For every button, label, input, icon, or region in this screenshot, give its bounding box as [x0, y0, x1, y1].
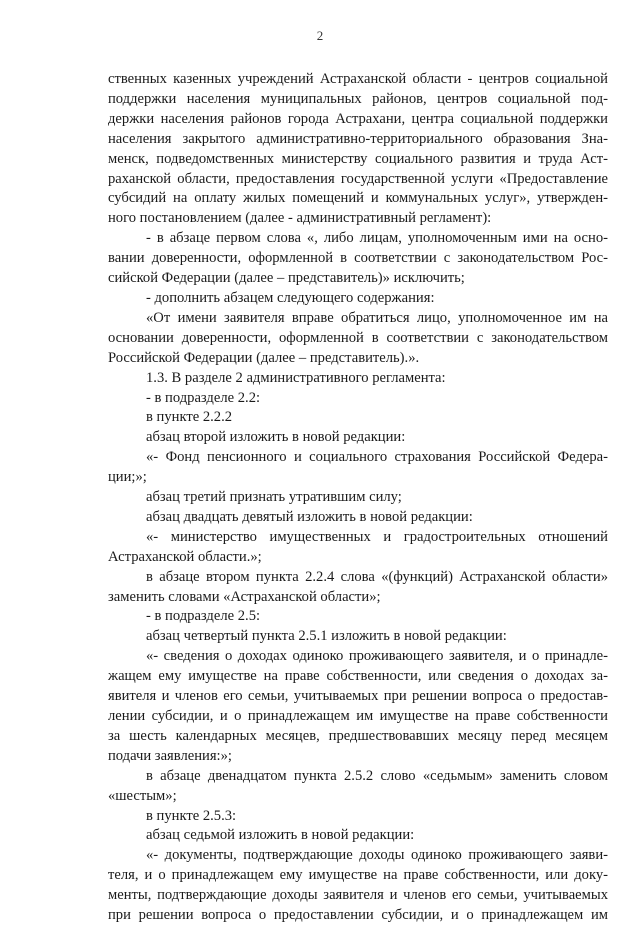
text-line: ного постановлением (далее - административный регламент): — [108, 210, 492, 227]
text-line: поддержки населения муниципальных районов, центров социальной под- — [108, 90, 608, 107]
text-line: «От имени заявителя вправе обратиться лицо, уполномоченное им на — [146, 309, 608, 326]
text-line: за шесть календарных месяцев, предшествовавших месяцу перед месяцем — [108, 727, 608, 744]
text-line: сийской Федерации (далее – представитель)» исключить; — [108, 270, 465, 287]
text-line: абзац двадцать девятый изложить в новой редакции: — [146, 508, 473, 525]
text-line: - в абзаце первом слова «, либо лицам, уполномоченным ими на осно- — [146, 230, 608, 247]
text-line: Астраханской области.»; — [108, 548, 262, 565]
text-line: «- Фонд пенсионного и социального страхования Российской Федера- — [146, 449, 608, 466]
text-line: «шестым»; — [108, 787, 177, 804]
text-line: заменить словами «Астраханской области»; — [108, 588, 381, 605]
text-line: явителя и членов его семьи, учитываемых при решении вопроса о предостав- — [108, 688, 608, 705]
text-line: вании доверенности, оформленной в соответствии с законодательством Рос- — [108, 250, 608, 267]
text-line: 1.3. В разделе 2 административного регламента: — [146, 369, 446, 386]
text-line: абзац третий признать утратившим силу; — [146, 489, 402, 506]
text-line: при решении вопроса о предоставлении субсидии, и о принадлежащем им — [108, 907, 608, 924]
text-line: «- министерство имущественных и градостроительных отношений — [146, 528, 608, 545]
text-line: ственных казенных учреждений Астраханской области - центров социальной — [108, 71, 608, 87]
text-line: основании доверенности, оформленной в соответствии с законодательством — [108, 329, 608, 346]
text-line: в абзаце двенадцатом пункта 2.5.2 слово «седьмым» заменить словом — [146, 767, 608, 784]
text-line: абзац четвертый пункта 2.5.1 изложить в новой редакции: — [146, 628, 507, 645]
text-line: абзац седьмой изложить в новой редакции: — [146, 827, 415, 844]
page-number: 2 — [316, 28, 324, 43]
document-body — [108, 70, 608, 926]
text-line: «- документы, подтверждающие доходы одиноко проживающего заяви- — [146, 847, 608, 864]
text-line: «- сведения о доходах одиноко проживающего заявителя, и о принадле- — [146, 648, 608, 665]
text-line: - дополнить абзацем следующего содержания: — [146, 289, 435, 306]
text-line: держки населения районов города Астрахани, центра социальной поддержки — [108, 110, 608, 127]
text-line: менск, подведомственных министерству социального развития и труда Аст- — [108, 150, 608, 167]
text-line: субсидий на оплату жилых помещений и коммунальных услуг», утвержден- — [108, 190, 608, 207]
text-line: менты, подтверждающие доходы заявителя и членов его семьи, учитываемых — [108, 887, 608, 904]
text-line: лении субсидии, и о принадлежащем им имуществе на праве собственности — [108, 708, 608, 724]
text-line: раханской области, предоставления государственной услуги «Предоставление — [108, 170, 608, 187]
text-line: ции;»; — [108, 469, 147, 486]
text-line: теля, и о принадлежащем ему имуществе на праве собственности, или доку- — [108, 867, 608, 884]
text-line: в пункте 2.5.3: — [146, 807, 237, 824]
text-line: жащем ему имуществе на праве собственности, или сведения о доходах за- — [108, 668, 608, 685]
text-line: Российской Федерации (далее – представитель).». — [108, 349, 420, 366]
text-line: в абзаце втором пункта 2.2.4 слова «(функций) Астраханской области» — [146, 568, 608, 585]
text-line: - в подразделе 2.5: — [146, 608, 261, 625]
text-line: населения закрытого административно-территориального образования Зна- — [108, 130, 608, 147]
text-line: - в подразделе 2.2: — [146, 389, 261, 406]
text-line: подачи заявления:»; — [108, 747, 232, 764]
text-line: в пункте 2.2.2 — [146, 409, 233, 426]
text-line: абзац второй изложить в новой редакции: — [146, 429, 406, 446]
